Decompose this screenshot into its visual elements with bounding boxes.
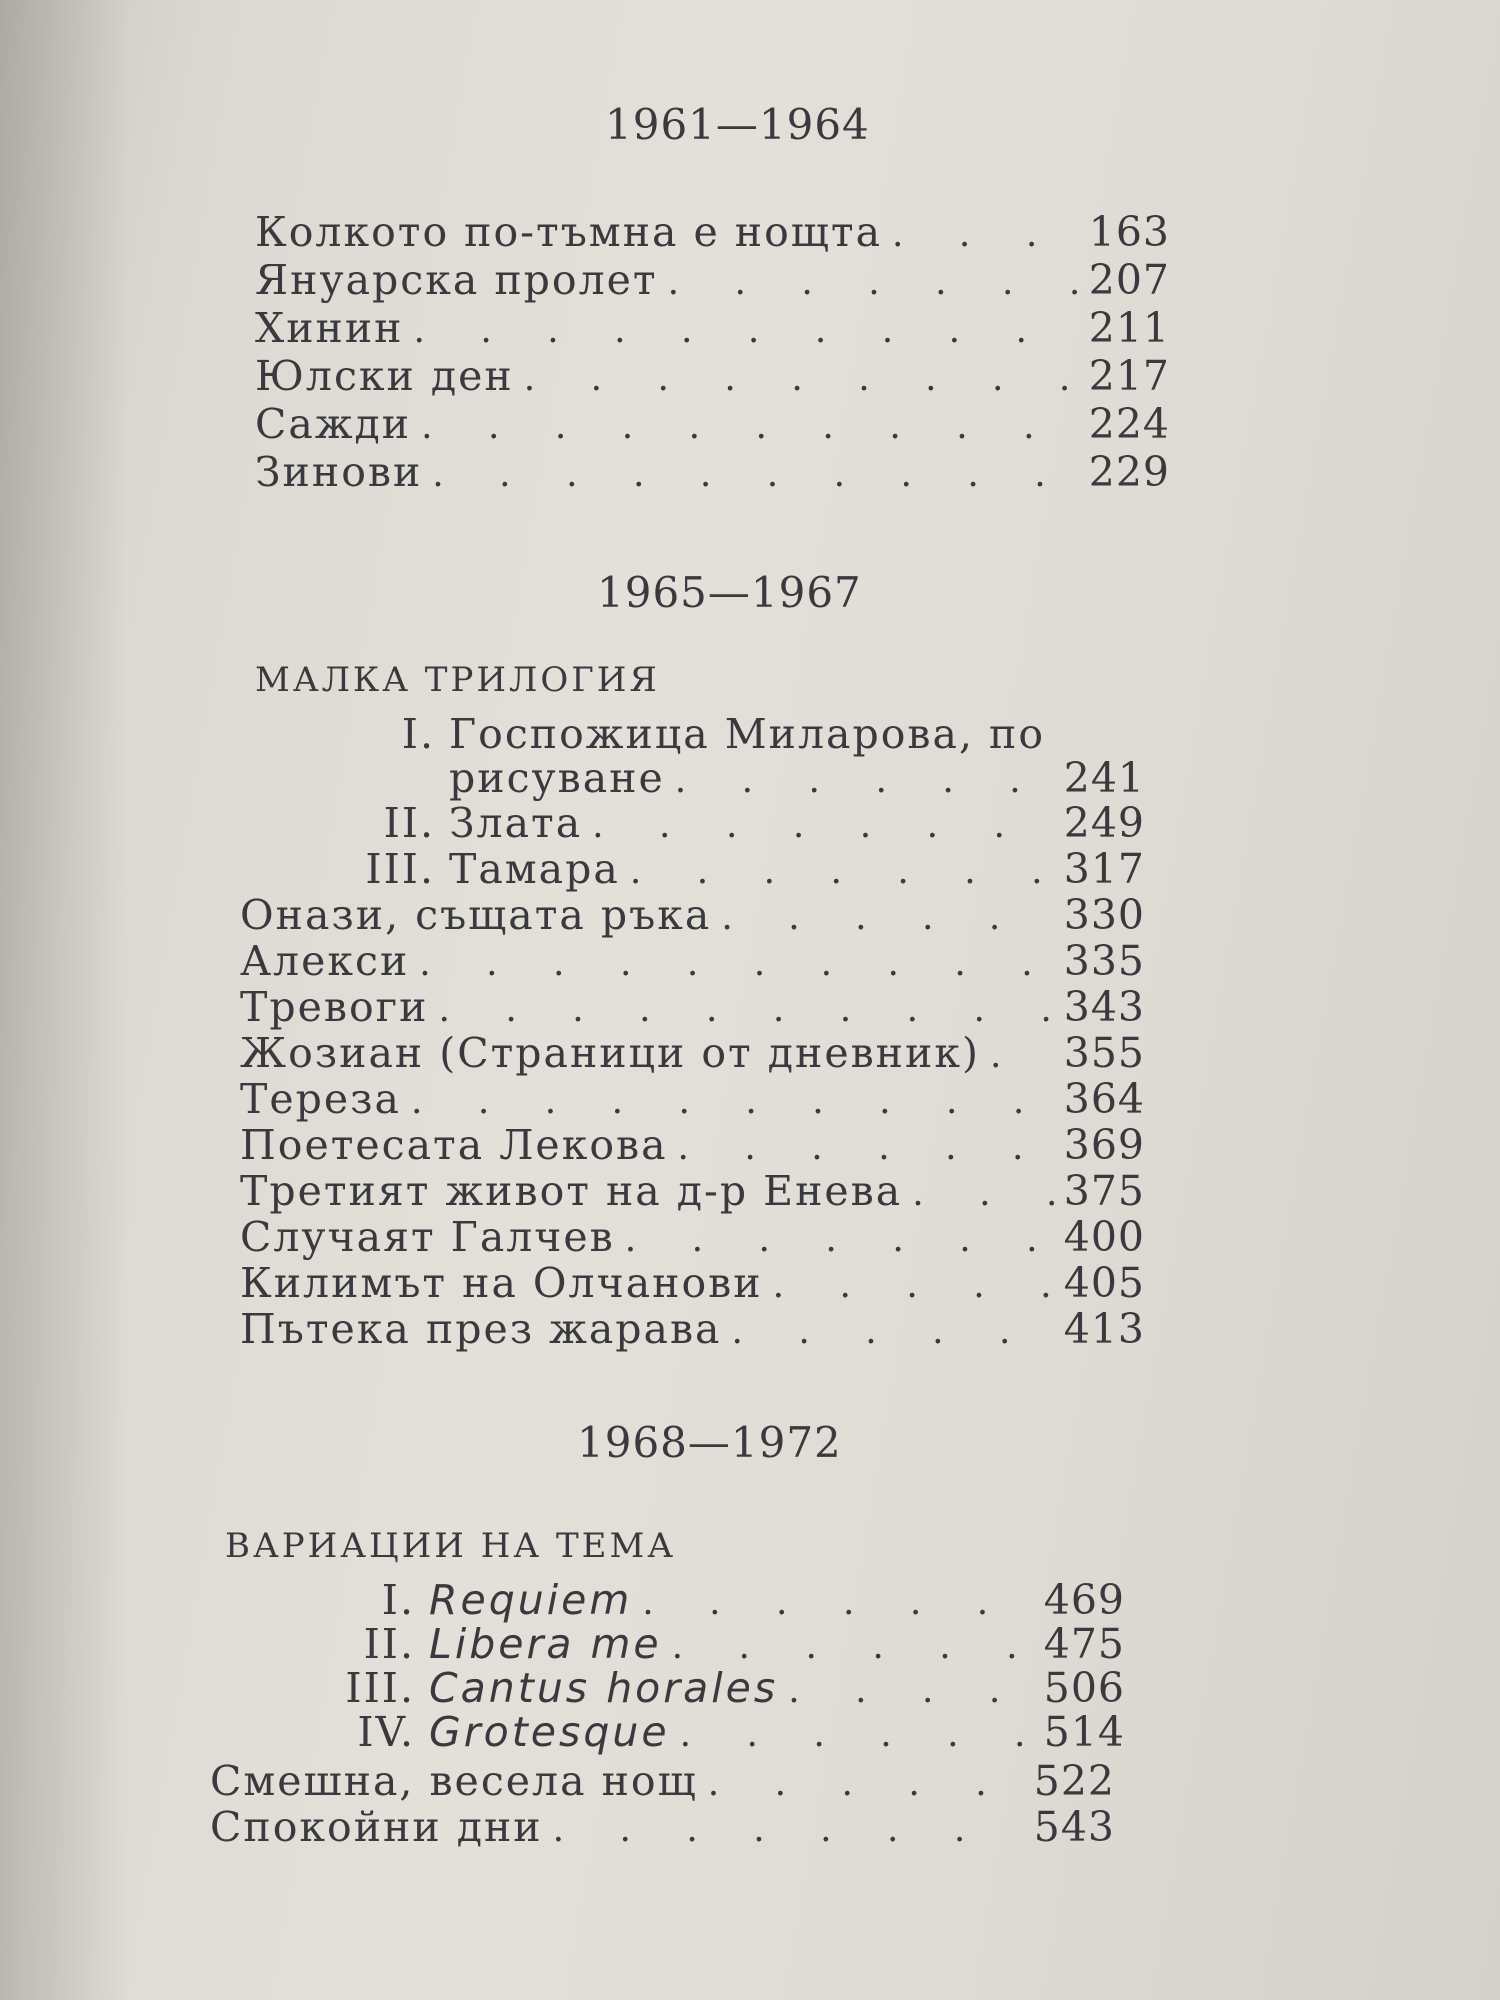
toc-entry-title: Килимът на Олчанови — [240, 1259, 763, 1307]
toc-entry-page: 514 — [1043, 1708, 1125, 1756]
toc-entry — [255, 304, 1170, 352]
toc-entry-page: 335 — [1063, 937, 1145, 985]
toc-entry-page: 249 — [1063, 799, 1145, 847]
toc-entry-page: 543 — [1033, 1803, 1115, 1851]
toc-subentry — [325, 1666, 1125, 1710]
toc-subentry-continuation — [365, 756, 1145, 800]
toc-entry-title: Grotesque — [429, 1708, 670, 1756]
toc-entry-title: Поетесата Лекова — [240, 1121, 668, 1169]
toc-sublist latin — [325, 1578, 1125, 1754]
section-heading: 1968—1972 — [577, 1418, 842, 1467]
roman-numeral: I. — [401, 710, 435, 758]
toc-entry — [240, 1122, 1145, 1168]
dot-leader — [419, 941, 1053, 987]
toc-entry-title: Алекси — [240, 937, 410, 985]
toc-entry-title: Пътека през жарава — [240, 1305, 722, 1353]
toc-entry-page: 364 — [1063, 1075, 1145, 1123]
dot-leader — [708, 1761, 1024, 1807]
dot-leader — [912, 1171, 1054, 1217]
toc-entry-page: 369 — [1063, 1121, 1145, 1169]
dot-leader — [675, 759, 1054, 803]
toc-entry-title: Тереза — [240, 1075, 401, 1123]
toc-entry — [240, 1030, 1145, 1076]
dot-leader — [592, 803, 1054, 849]
toc-entry-page: 224 — [1088, 400, 1170, 448]
dot-leader — [721, 895, 1053, 941]
dot-leader — [421, 403, 1079, 451]
toc-list — [255, 208, 1170, 496]
toc-entry-title: Юлски ден — [255, 352, 514, 400]
toc-entry-title: Зинови — [255, 448, 423, 496]
toc-entry-page: 163 — [1088, 208, 1170, 256]
toc-entry-title: Третият живот на д-р Енева — [240, 1167, 903, 1215]
toc-entry-page: 229 — [1088, 448, 1170, 496]
group-title: ВАРИАЦИИ НА ТЕМА — [225, 1526, 677, 1566]
toc-entry — [255, 256, 1170, 304]
toc-entry-page: 355 — [1063, 1029, 1145, 1077]
toc-subentry — [365, 800, 1145, 846]
toc-entry-title: Жозиан (Страници от дневник) — [240, 1029, 980, 1077]
toc-entry-page: 405 — [1063, 1259, 1145, 1307]
toc-entry-title: Libera me — [429, 1620, 662, 1668]
toc-entry-title: Requiem — [429, 1576, 633, 1624]
roman-numeral: II. — [383, 799, 435, 847]
toc-entry-page: 375 — [1063, 1167, 1145, 1215]
roman-numeral: IV. — [357, 1708, 415, 1756]
toc-entry-title: Тамара — [449, 845, 620, 893]
toc-entry-page: 217 — [1088, 352, 1170, 400]
roman-numeral: I. — [381, 1576, 415, 1624]
dot-leader — [642, 1581, 1033, 1625]
toc-entry — [240, 1260, 1145, 1306]
toc-entry — [210, 1804, 1115, 1850]
dot-leader — [672, 1625, 1034, 1669]
toc-subentry — [325, 1622, 1125, 1666]
roman-numeral: III. — [345, 1664, 415, 1712]
section-heading: 1961—1964 — [605, 100, 870, 149]
toc-subentry — [365, 712, 1145, 756]
toc-entry — [210, 1758, 1115, 1804]
toc-entry-title: Онази, същата ръка — [240, 891, 712, 939]
toc-entry-page: 475 — [1043, 1620, 1125, 1668]
toc-entry-page: 207 — [1088, 256, 1170, 304]
toc-entry-page: 506 — [1043, 1664, 1125, 1712]
dot-leader — [773, 1263, 1054, 1309]
roman-numeral: II. — [363, 1620, 415, 1668]
toc-entry — [240, 984, 1145, 1030]
toc-entry-page: 413 — [1063, 1305, 1145, 1353]
toc-entry-page: 241 — [1063, 754, 1145, 802]
dot-leader — [788, 1669, 1034, 1713]
dot-leader — [732, 1309, 1054, 1355]
dot-leader — [680, 1713, 1034, 1757]
toc-entry — [240, 938, 1145, 984]
toc-entry — [240, 1168, 1145, 1214]
toc-sublist — [365, 712, 1145, 892]
toc-subentry — [325, 1710, 1125, 1754]
toc-entry — [255, 448, 1170, 496]
toc-entry-page: 400 — [1063, 1213, 1145, 1261]
toc-entry — [240, 1306, 1145, 1352]
dot-leader — [668, 259, 1079, 307]
toc-entry-title: Януарска пролет — [255, 256, 658, 304]
toc-entry-page: 343 — [1063, 983, 1145, 1031]
toc-subentry — [365, 846, 1145, 892]
dot-leader — [892, 211, 1079, 259]
toc-entry-page: 330 — [1063, 891, 1145, 939]
toc-entry-title: Колкото по-тъмна е нощта — [255, 208, 883, 256]
dot-leader — [678, 1125, 1054, 1171]
toc-entry-title: Злата — [449, 799, 583, 847]
toc-entry-title: Смешна, весела нощ — [210, 1757, 698, 1805]
group-title: МАЛКА ТРИЛОГИЯ — [255, 660, 660, 700]
dot-leader — [524, 355, 1079, 403]
toc-entry-title: Спокойни дни — [210, 1803, 543, 1851]
roman-numeral: III. — [365, 845, 435, 893]
toc-entry-title: Хинин — [255, 304, 404, 352]
toc-entry — [255, 400, 1170, 448]
section-heading: 1965—1967 — [597, 568, 862, 617]
toc-entry — [240, 1076, 1145, 1122]
toc-entry-title-continuation: рисуване — [449, 754, 665, 802]
dot-leader — [630, 849, 1054, 895]
toc-entry-title: Случаят Галчев — [240, 1213, 615, 1261]
dot-leader — [990, 1033, 1054, 1079]
toc-entry-title: Тревоги — [240, 983, 429, 1031]
toc-entry — [240, 892, 1145, 938]
toc-entry — [255, 208, 1170, 256]
toc-entry-page: 317 — [1063, 845, 1145, 893]
dot-leader — [553, 1807, 1024, 1853]
dot-leader — [414, 307, 1079, 355]
toc-entry-page: 469 — [1043, 1576, 1125, 1624]
dot-leader — [432, 451, 1078, 499]
toc-entry — [255, 352, 1170, 400]
toc-entry — [240, 1214, 1145, 1260]
dot-leader — [438, 987, 1053, 1033]
toc-entry-title: Сажди — [255, 400, 412, 448]
dot-leader — [625, 1217, 1054, 1263]
toc-entry-title: Госпожица Миларова, по — [449, 710, 1046, 758]
toc-entry-title: Cantus horales — [429, 1664, 779, 1712]
toc-list — [210, 1758, 1115, 1850]
dot-leader — [411, 1079, 1054, 1125]
toc-subentry — [325, 1578, 1125, 1622]
toc-entry-page: 522 — [1033, 1757, 1115, 1805]
toc-entry-page: 211 — [1088, 304, 1170, 352]
toc-list — [240, 892, 1145, 1352]
